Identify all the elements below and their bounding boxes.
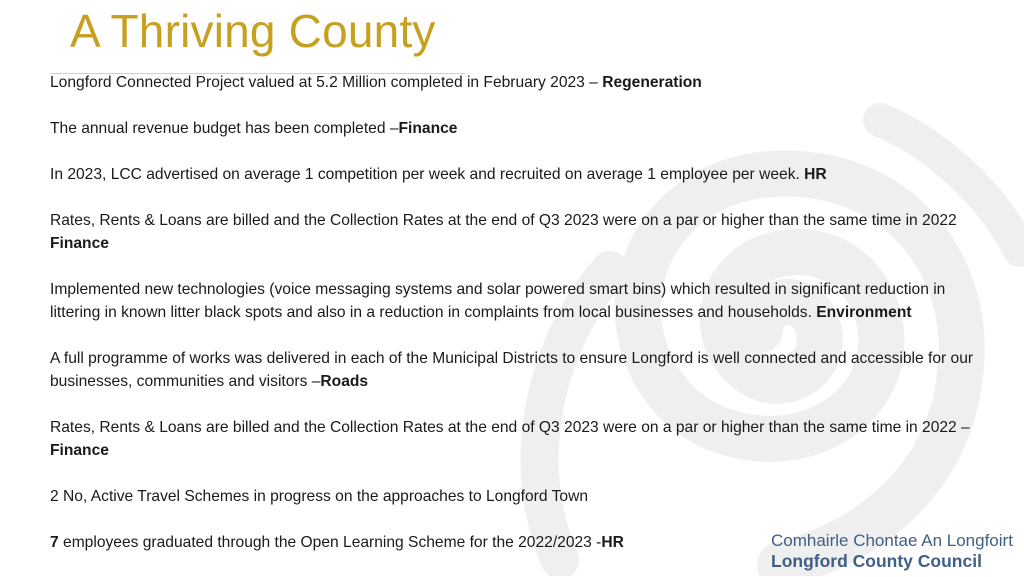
bullet-collection-rates: Rates, Rents & Loans are billed and the Collection Rates at the end of Q3 2023 were on a par or higher than the same time in 2022 Finance: [50, 212, 957, 252]
bullet-open-learning: 7 employees graduated through the Open Learning Scheme for the 2022/2023 -HR: [50, 534, 624, 551]
bullet-regeneration: Longford Connected Project valued at 5.2 Million completed in February 2023 – Regeneration: [50, 74, 702, 91]
bullet-recruitment: In 2023, LCC advertised on average 1 competition per week and recruited on average 1 employee per week. HR: [50, 166, 827, 183]
bullet-active-travel: 2 No, Active Travel Schemes in progress on the approaches to Longford Town: [50, 488, 589, 505]
council-name-english: Longford County Council: [771, 551, 982, 571]
bullet-roads-programme: A full programme of works was delivered in each of the Municipal Districts to ensure Longford is well connected and accessible for our businesses, communities and visitors –Roads: [50, 350, 974, 390]
slide-body: [50, 71, 980, 577]
bullet-revenue-budget: The annual revenue budget has been completed –Finance: [50, 120, 458, 137]
slide-title: A Thriving County: [70, 5, 436, 57]
bullet-new-technologies: Implemented new technologies (voice messaging systems and solar powered smart bins) which resulted in significant reduction in littering in known litter black spots and also in a reduction in complaints from local businesses and households. Environment: [50, 281, 946, 321]
council-logo: [771, 531, 1013, 572]
bullet-collection-rates-2: Rates, Rents & Loans are billed and the Collection Rates at the end of Q3 2023 were on a par or higher than the same time in 2022 –Finance: [50, 419, 970, 459]
council-name-irish: Comhairle Chontae An Longfoirt: [771, 531, 1013, 550]
